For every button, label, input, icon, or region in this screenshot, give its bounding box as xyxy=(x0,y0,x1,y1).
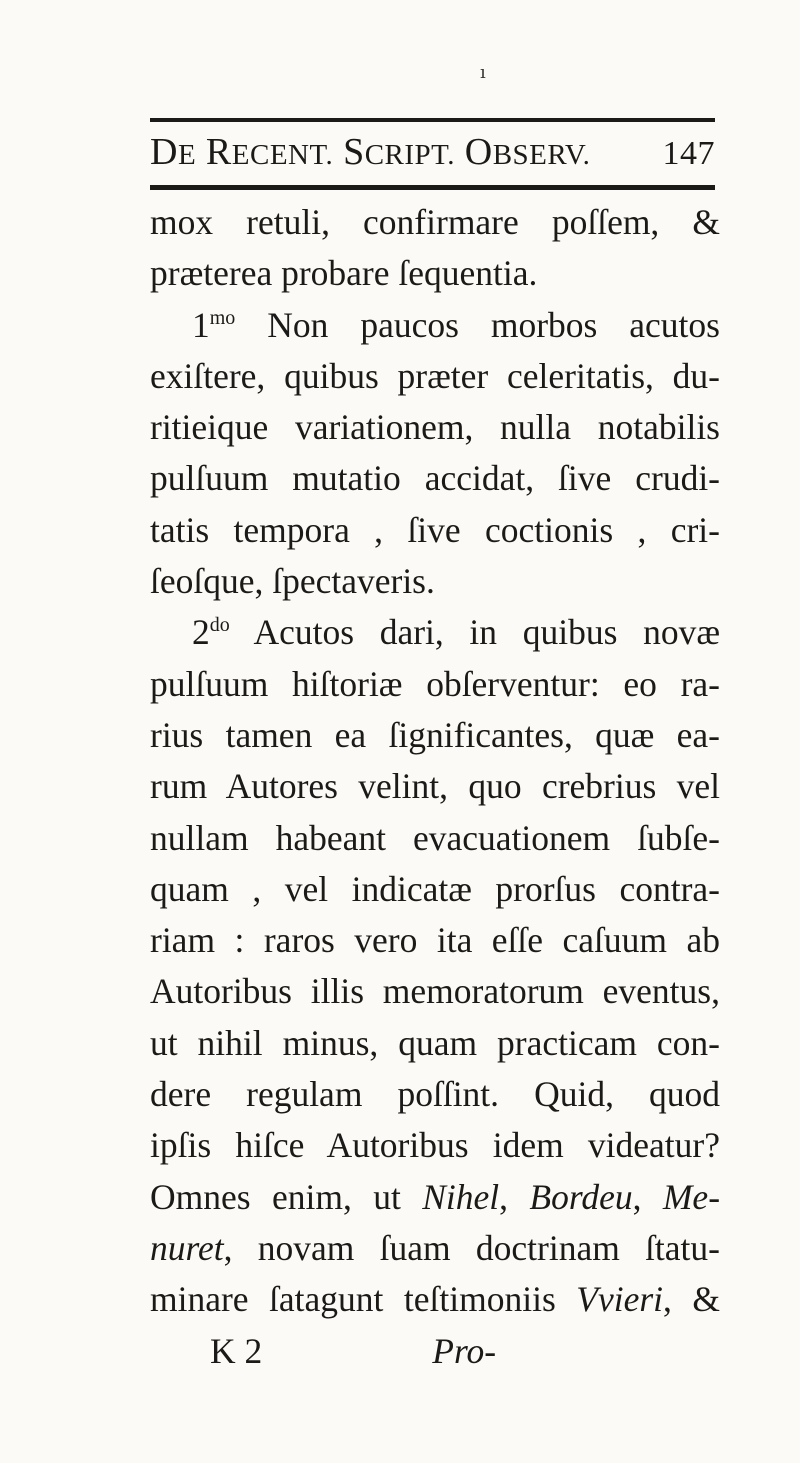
title-rest: BSERV. xyxy=(492,139,591,171)
text-run: exiſtere, quibus præter celeritatis, du- xyxy=(150,355,720,396)
text-line xyxy=(150,1069,720,1120)
italic-name: Nihel xyxy=(422,1176,500,1217)
running-title-word xyxy=(206,132,333,173)
text-line xyxy=(150,351,720,402)
text-line xyxy=(150,556,720,607)
text-run: ipſis hiſce Autoribus idem videatur? xyxy=(150,1125,720,1166)
text-run: Acutos dari, in quibus novæ xyxy=(229,612,720,653)
running-title xyxy=(150,130,590,174)
page-footer xyxy=(150,1326,720,1377)
title-initial: R xyxy=(205,131,232,173)
title-initial: D xyxy=(150,131,178,173)
text-line xyxy=(150,248,720,299)
title-initial: S xyxy=(343,131,365,173)
text-line xyxy=(150,1120,720,1171)
running-title-word xyxy=(150,132,196,173)
header-rule-bottom xyxy=(150,185,715,190)
text-line xyxy=(150,1172,720,1223)
text-line xyxy=(150,1018,720,1069)
text-line xyxy=(150,402,720,453)
title-rest: ECENT. xyxy=(231,139,334,171)
printer-mark: ı xyxy=(480,62,486,83)
title-initial: O xyxy=(464,131,493,173)
text-run: quam , vel indicatæ prorſus contra- xyxy=(150,868,720,909)
text-run: , novam ſuam doctrinam ſtatu- xyxy=(223,1227,720,1268)
title-rest: CRIPT. xyxy=(364,139,455,171)
text-run: rum Autores velint, quo crebrius vel xyxy=(150,766,720,807)
running-title-word xyxy=(465,132,591,173)
text-line xyxy=(150,864,720,915)
text-line xyxy=(150,966,720,1017)
text-run: minare ſatagunt teſtimoniis xyxy=(150,1279,577,1320)
text-run: nullam habeant evacuationem ſubſe- xyxy=(150,817,720,858)
text-run: riam : raros vero ita eſſe caſuum ab xyxy=(150,920,720,961)
text-run: præterea probare ſequentia. xyxy=(150,253,538,294)
ordinal-suffix: mo xyxy=(209,306,236,329)
catchword: Pro- xyxy=(432,1330,497,1371)
text-run: , xyxy=(499,1176,530,1217)
text-line xyxy=(150,453,720,504)
text-run: 1 xyxy=(192,304,210,345)
text-line xyxy=(150,607,720,658)
text-run: , xyxy=(632,1176,663,1217)
italic-name: nuret xyxy=(150,1227,224,1268)
text-run: mox retuli, confirmare poſſem, & xyxy=(150,202,720,242)
text-run: 2 xyxy=(192,612,210,653)
signature-mark: K 2 xyxy=(210,1330,263,1371)
running-head xyxy=(150,130,715,174)
text-run: Omnes enim, ut xyxy=(150,1176,423,1217)
header-rule-top xyxy=(150,118,715,122)
italic-name: Me- xyxy=(662,1176,721,1217)
italic-name: Vvieri xyxy=(576,1279,664,1320)
text-line xyxy=(150,197,720,248)
running-title-word xyxy=(343,132,455,173)
text-run: ut nihil minus, quam practicam con- xyxy=(150,1022,720,1063)
italic-name: Bordeu xyxy=(529,1176,633,1217)
text-line xyxy=(150,710,720,761)
text-line xyxy=(150,915,720,966)
text-run: Non paucos morbos acutos xyxy=(235,304,720,345)
text-run: tatis tempora , ſive coctionis , cri- xyxy=(150,509,720,550)
text-line xyxy=(150,659,720,710)
ordinal-suffix: do xyxy=(209,614,230,637)
text-run: , & xyxy=(663,1279,720,1320)
text-line xyxy=(150,761,720,812)
text-line xyxy=(150,505,720,556)
text-run: dere regulam poſſint. Quid, quod xyxy=(150,1074,720,1115)
title-rest: E xyxy=(177,139,197,171)
page-number: 147 xyxy=(662,135,715,172)
text-run: ſeoſque, ſpectaveris. xyxy=(150,561,435,602)
text-run: ritieique variationem, nulla notabilis xyxy=(150,407,720,448)
text-run: rius tamen ea ſignificantes, quæ ea- xyxy=(150,714,720,755)
text-line xyxy=(150,300,720,351)
text-line xyxy=(150,813,720,864)
text-run: pulſuum mutatio accidat, ſive crudi- xyxy=(150,458,720,499)
text-run: pulſuum hiſtoriæ obſerventur: eo ra- xyxy=(150,663,720,704)
text-line xyxy=(150,1223,720,1274)
body-text xyxy=(150,197,720,1377)
text-line xyxy=(150,1274,720,1325)
text-run: Autoribus illis memoratorum eventus, xyxy=(150,971,720,1012)
